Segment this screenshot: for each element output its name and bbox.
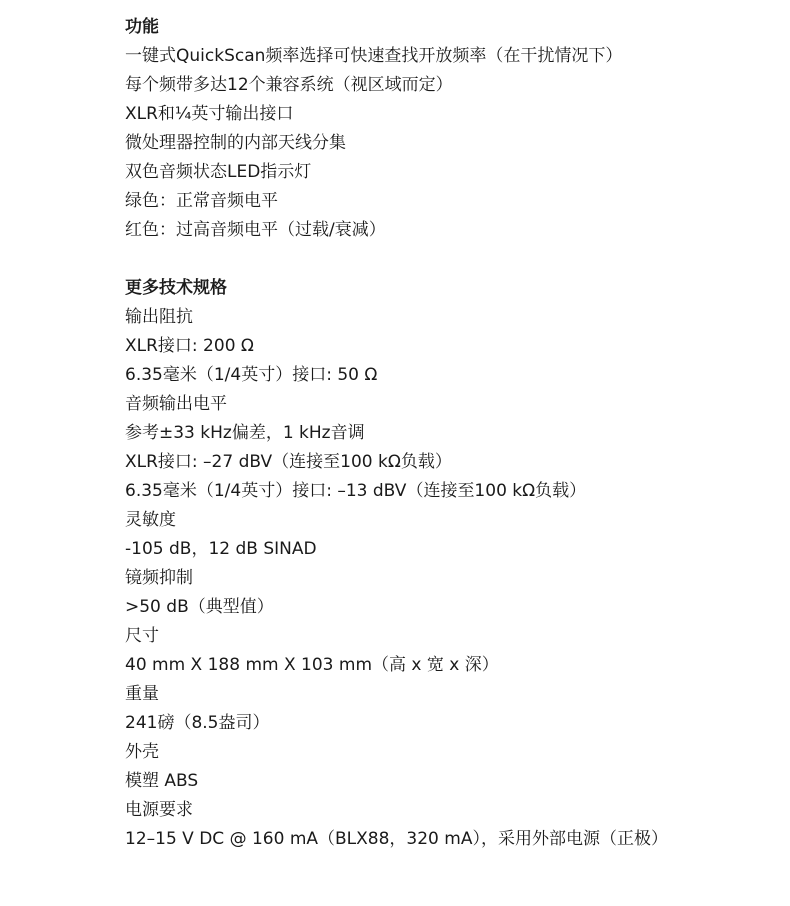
spec-item: 模塑 ABS bbox=[125, 771, 199, 791]
spec-item: -105 dB，12 dB SINAD bbox=[125, 539, 317, 559]
spec-item: 尺寸 bbox=[125, 626, 159, 646]
feature-item: 双色音频状态LED指示灯 bbox=[125, 162, 312, 182]
feature-item: 微处理器控制的内部天线分集 bbox=[125, 133, 346, 153]
spec-item: 电源要求 bbox=[125, 800, 193, 820]
spec-item: XLR接口: –27 dBV（连接至100 kΩ负载） bbox=[125, 452, 452, 472]
spec-item: XLR接口: 200 Ω bbox=[125, 336, 254, 356]
spec-item: >50 dB（典型值） bbox=[125, 597, 274, 617]
spec-item: 参考±33 kHz偏差，1 kHz音调 bbox=[125, 423, 365, 443]
feature-item: XLR和¼英寸输出接口 bbox=[125, 104, 294, 124]
section-spacer bbox=[125, 245, 765, 274]
spec-item: 6.35毫米（1/4英寸）接口: 50 Ω bbox=[125, 365, 378, 385]
spec-document bbox=[125, 13, 765, 854]
feature-item: 绿色：正常音频电平 bbox=[125, 191, 278, 211]
specs-heading: 更多技术规格 bbox=[125, 278, 227, 298]
spec-item: 灵敏度 bbox=[125, 510, 176, 530]
spec-item: 外壳 bbox=[125, 742, 159, 762]
features-list bbox=[125, 42, 765, 245]
spec-item: 40 mm X 188 mm X 103 mm（高 x 宽 x 深） bbox=[125, 655, 499, 675]
spec-item: 6.35毫米（1/4英寸）接口: –13 dBV（连接至100 kΩ负载） bbox=[125, 481, 587, 501]
spec-item: 241磅（8.5盎司） bbox=[125, 713, 270, 733]
feature-item: 一键式QuickScan频率选择可快速查找开放频率（在干扰情况下） bbox=[125, 46, 623, 66]
spec-item: 镜频抑制 bbox=[125, 568, 193, 588]
feature-item: 红色：过高音频电平（过载/衰减） bbox=[125, 220, 386, 240]
features-heading: 功能 bbox=[125, 17, 159, 37]
feature-item: 每个频带多达12个兼容系统（视区域而定） bbox=[125, 75, 453, 95]
spec-item: 音频输出电平 bbox=[125, 394, 227, 414]
spec-item: 输出阻抗 bbox=[125, 307, 193, 327]
specs-list bbox=[125, 303, 765, 854]
spec-item: 12–15 V DC @ 160 mA（BLX88，320 mA），采用外部电源（正极） bbox=[125, 829, 668, 849]
spec-item: 重量 bbox=[125, 684, 159, 704]
